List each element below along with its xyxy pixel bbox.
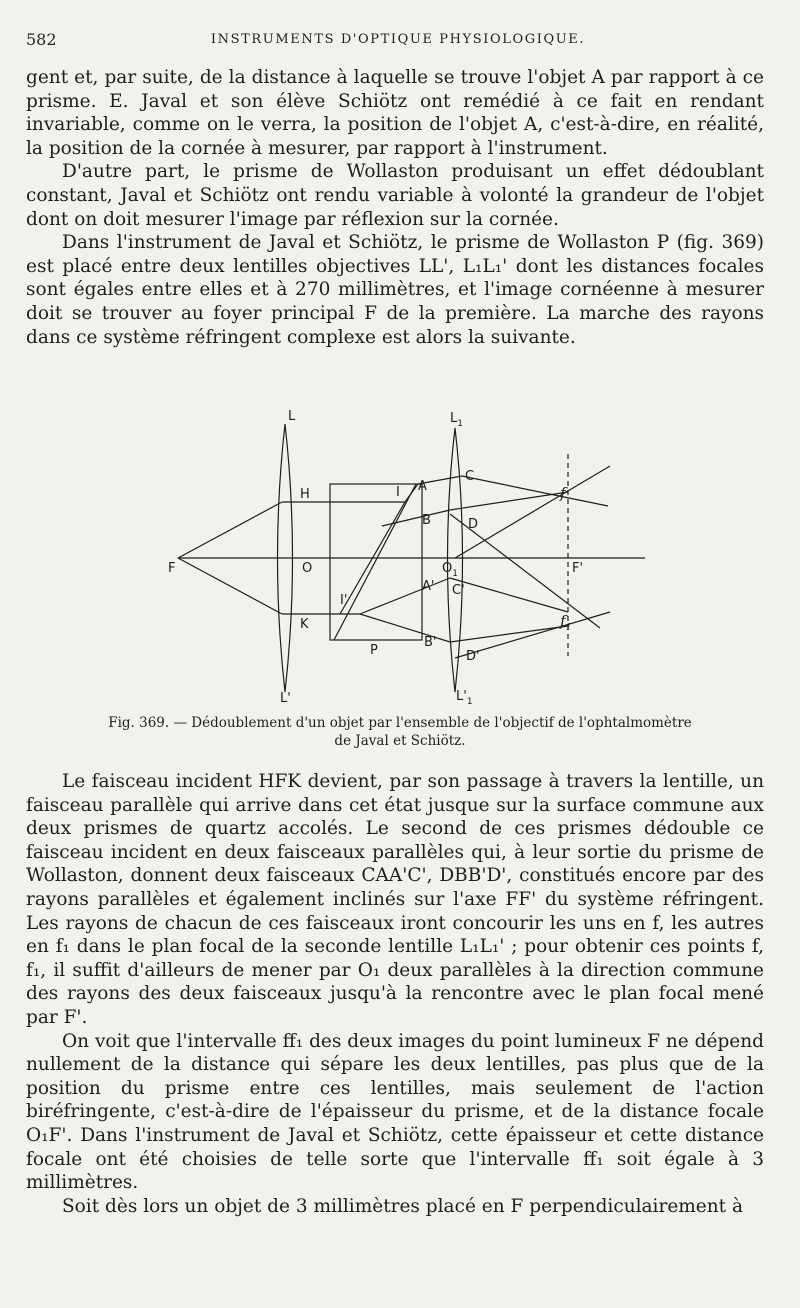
label-F: F	[168, 561, 176, 576]
paragraph: Dans l'instrument de Javal et Schiötz, le prisme de Wollaston P (fig. 369) est placé entre deux lentilles objectives LL', L₁L₁' dont les distances focales sont égales entre elles et à 270 millimètres, et l'image cornéenne à mesurer doit se trouver au foyer principal F de la première. La marche des rayons dans ce système réfringent complexe est alors la suivante.	[26, 232, 764, 348]
label-L1: $L_1$	[450, 411, 463, 429]
label-P: P	[370, 643, 378, 658]
page-header	[26, 30, 770, 54]
label-D-prime: D'	[466, 649, 480, 664]
figure-369-diagram	[150, 406, 650, 706]
paragraph: On voit que l'intervalle ff₁ des deux images du point lumineux F ne dépend nullement de la distance qui sépare les deux lentilles, pas plus que de la position du prisme entre ces lentilles, mais seulement de l'action biréfringente, c'est-à-dire de l'épaisseur du prisme, et de la distance focale O₁F'. Dans l'instrument de Javal et Schiötz, cette épaisseur et cette distance focale ont été choisies de telle sorte que l'intervalle ff₁ soit égale à 3 millimètres.	[26, 1030, 764, 1194]
text-block-top	[26, 66, 764, 349]
paragraph: Soit dès lors un objet de 3 millimètres placé en F perpendiculairement à	[62, 1195, 744, 1217]
label-O: O	[302, 561, 313, 576]
label-D: D	[468, 517, 479, 532]
label-L1-prime: $L'_1$	[456, 689, 473, 706]
label-I-prime: I'	[340, 593, 348, 608]
label-C-prime: C'	[452, 583, 465, 598]
label-A: A	[418, 479, 427, 494]
figure-caption	[40, 714, 760, 750]
label-C: C	[465, 469, 475, 484]
paragraph: D'autre part, le prisme de Wollaston produisant un effet dédoublant constant, Javal et Schiötz ont rendu variable à volonté la grandeur de l'objet dont on doit mesurer l'image par réflexion sur la cornée.	[26, 161, 764, 230]
caption-line: Fig. 369. — Dédoublement d'un objet par l'ensemble de l'objectif de l'ophtalmomètre	[108, 715, 692, 731]
label-F-prime: F'	[572, 561, 584, 576]
label-B: B	[422, 513, 431, 528]
running-title: INSTRUMENTS D'OPTIQUE PHYSIOLOGIQUE.	[210, 32, 586, 47]
label-f1: $f_1$	[560, 612, 572, 633]
label-I: I	[396, 485, 400, 500]
optical-diagram	[150, 406, 650, 706]
label-B-prime: B'	[424, 635, 437, 650]
wollaston-prism	[330, 484, 422, 640]
label-f: f	[560, 484, 566, 502]
paragraph: Le faisceau incident HFK devient, par son passage à travers la lentille, un faisceau parallèle qui arrive dans cet état jusque sur la surface commune aux deux prismes de quartz accolés. Le second de ces prismes dédouble ce faisceau incident en deux faisceaux parallèles qui, à leur sortie du prisme de Wollaston, donnent deux faisceaux CAA'C', DBB'D', constitués encore par des rayons parallèles et également inclinés sur l'axe FF' du système réfringent. Les rayons de chacun de ces faisceaux iront concourir les uns en f, les autres en f₁ dans le plan focal de la seconde lentille L₁L₁' ; pour obtenir ces points f, f₁, il suffit d'ailleurs de mener par O₁ deux parallèles à la direction commune des rayons des deux faisceaux jusqu'à la rencontre avec le plan focal mené par F'.	[26, 771, 764, 1028]
text-block-bottom	[26, 770, 764, 1218]
label-O1: $O_1$	[442, 561, 458, 579]
prism-diagonal	[334, 484, 416, 640]
paragraph: gent et, par suite, de la distance à laquelle se trouve l'objet A par rapport à ce prisme. E. Javal et son élève Schiötz ont remédié à ce fait en rendant invariable, comme on le verra, la position de l'objet A, c'est-à-dire, en réalité, la position de la cornée à mesurer, par rapport à l'instrument.	[26, 67, 764, 159]
page-number: 582	[26, 30, 57, 49]
label-L-prime: L'	[280, 691, 291, 706]
label-A-prime: A'	[422, 579, 435, 594]
label-H: H	[300, 487, 310, 502]
caption-line: de Javal et Schiötz.	[334, 733, 466, 749]
lens-L1L1	[448, 428, 463, 692]
label-L: L	[288, 409, 296, 424]
label-K: K	[300, 617, 309, 632]
